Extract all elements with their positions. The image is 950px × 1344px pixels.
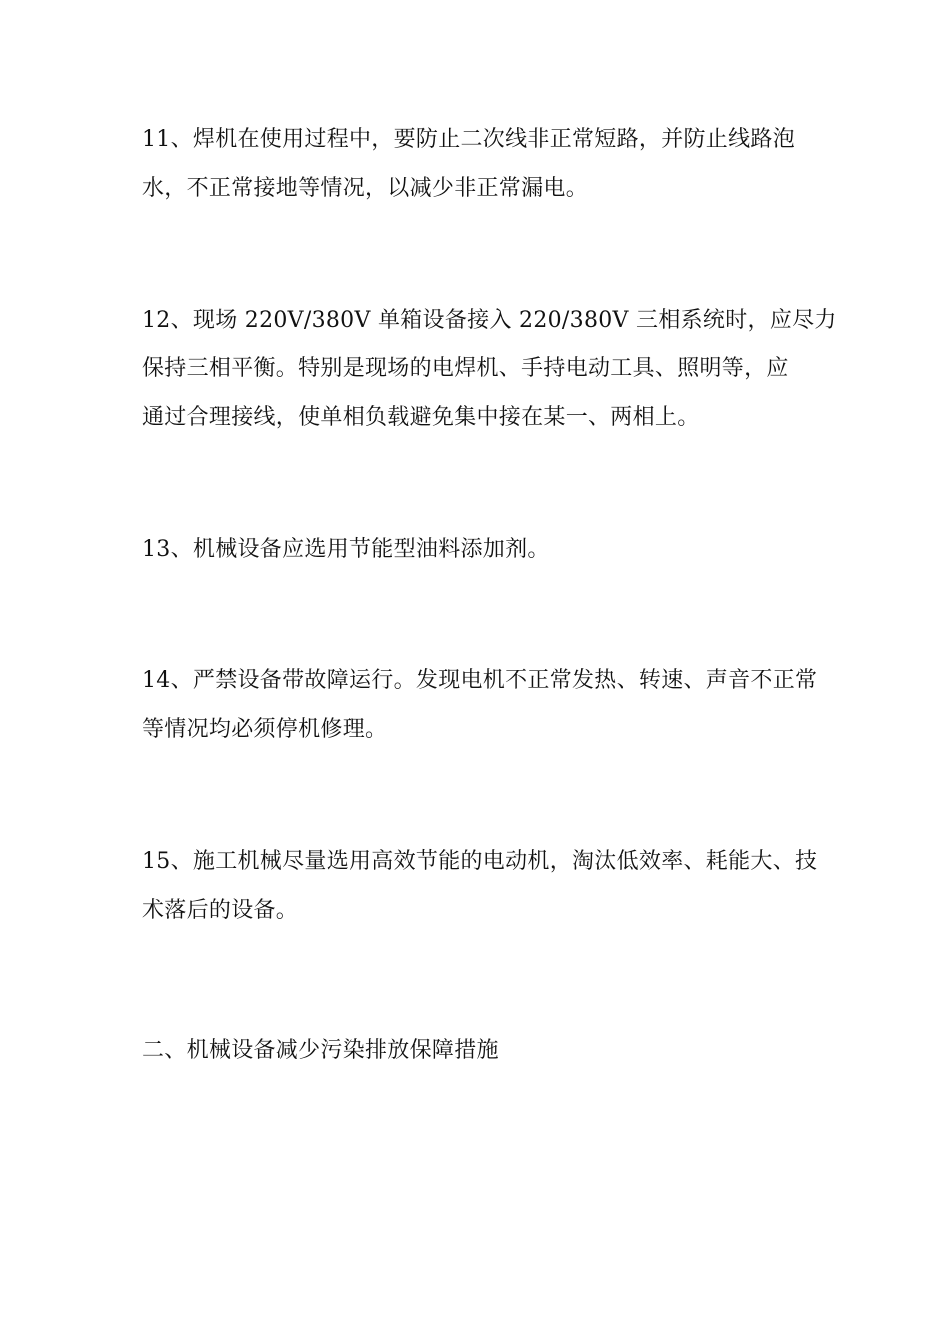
item-15-line-1: 15、施工机械尽量选用高效节能的电动机，淘汰低效率、耗能大、技 — [142, 849, 818, 874]
item-15-line-2: 术落后的设备。 — [142, 898, 299, 923]
section-heading-text: 二、机械设备减少污染排放保障措施 — [142, 1038, 499, 1063]
item-14-line-2: 等情况均必须停机修理。 — [142, 717, 388, 742]
item-11-line-1: 11、焊机在使用过程中，要防止二次线非正常短路，并防止线路泡 — [142, 127, 795, 152]
item-12-line-1: 12、现场 220V/380V 单箱设备接入 220/380V 三相系统时，应尽力 — [142, 308, 837, 333]
item-11-line-2: 水，不正常接地等情况，以减少非正常漏电。 — [142, 176, 589, 201]
item-12-line-3: 通过合理接线，使单相负载避免集中接在某一、两相上。 — [142, 405, 700, 430]
item-12-line-2: 保持三相平衡。特别是现场的电焊机、手持电动工具、照明等，应 — [142, 356, 789, 381]
item-14-line-1: 14、严禁设备带故障运行。发现电机不正常发热、转速、声音不正常 — [142, 668, 818, 693]
item-13-line-1: 13、机械设备应选用节能型油料添加剂。 — [142, 537, 550, 562]
